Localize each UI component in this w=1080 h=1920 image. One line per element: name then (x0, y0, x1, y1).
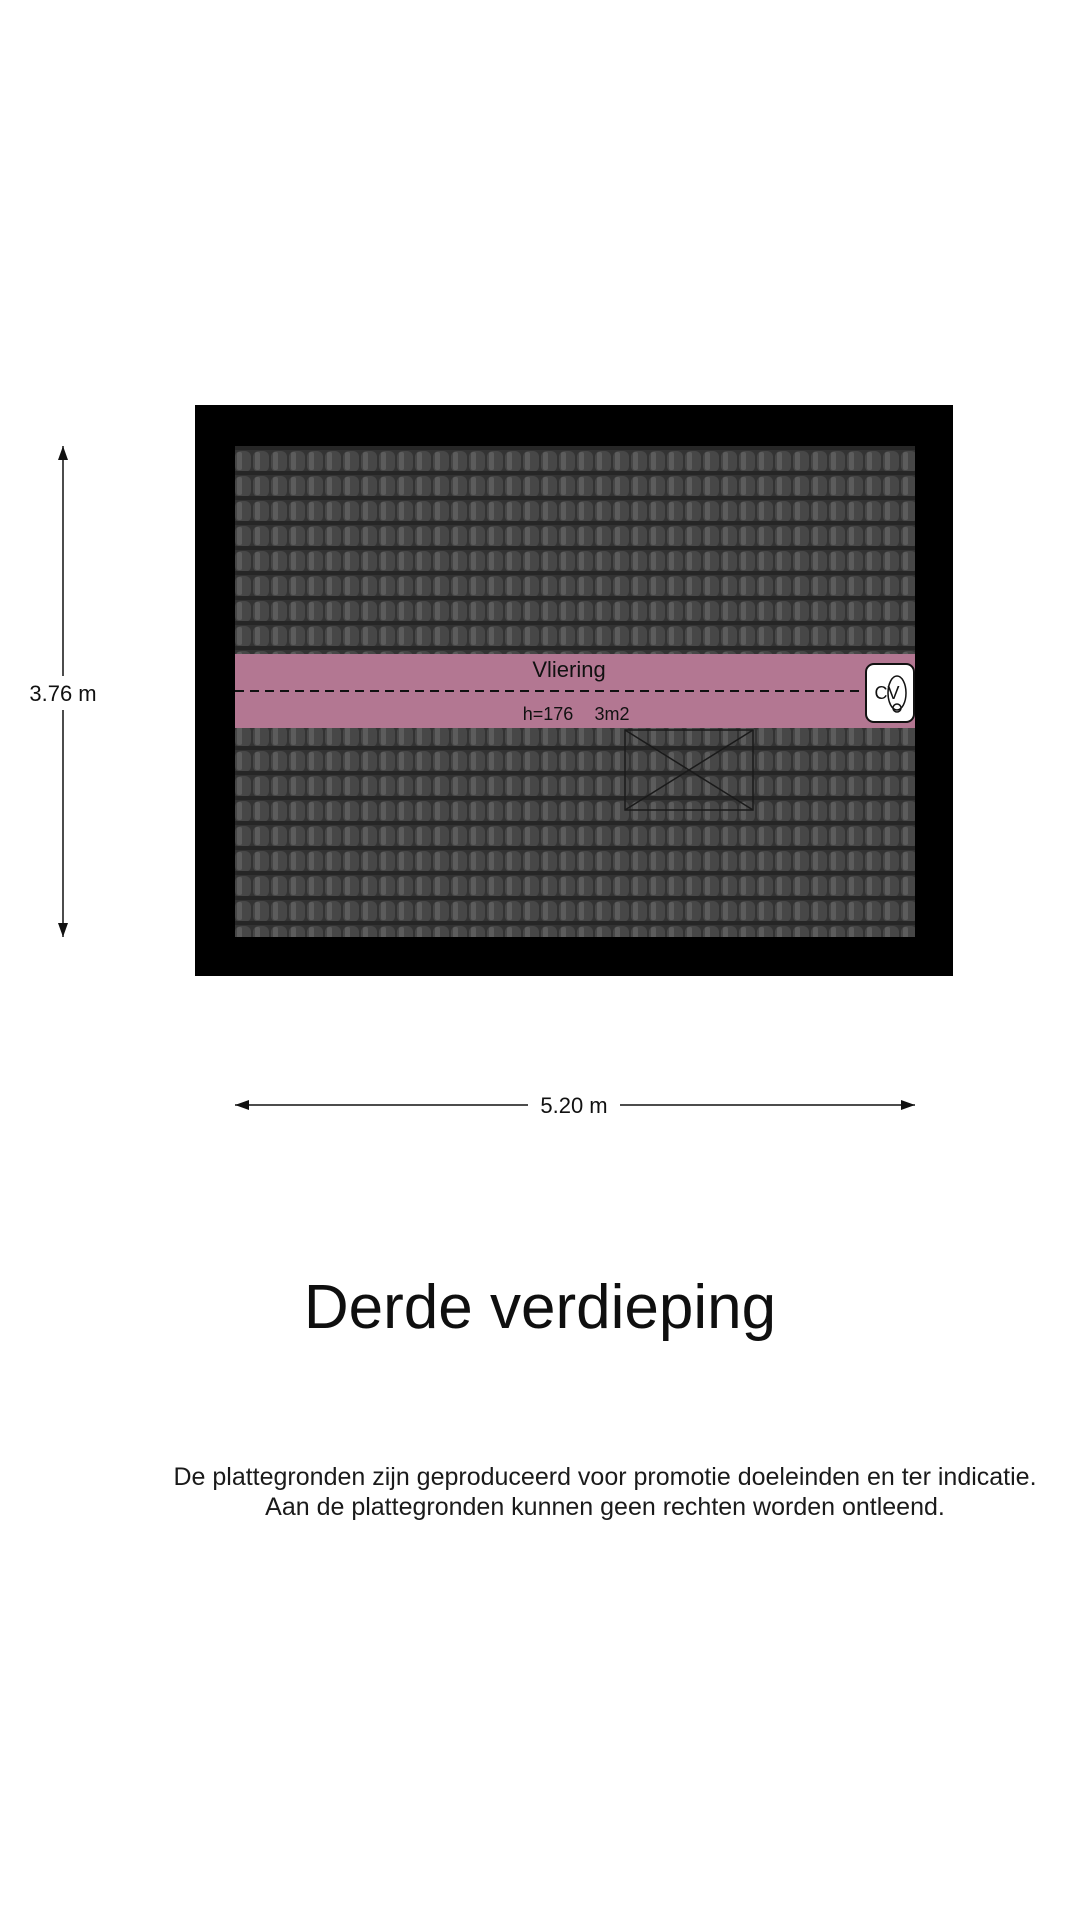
floor-title: Derde verdieping (303, 1273, 777, 1342)
disclaimer-line-1: De plattegronden zijn geproduceerd voor promotie doeleinden en ter indicatie. (173, 1463, 1037, 1491)
disclaimer (90, 1462, 1080, 1522)
room-area: 3m2 (594, 704, 630, 724)
cv-boiler-icon (866, 664, 914, 722)
width-dimension (235, 1090, 915, 1122)
disclaimer-line-2: Aan de plattegronden kunnen geen rechten worden ontleend. (265, 1493, 945, 1521)
room-name: Vliering (532, 657, 606, 682)
width-label: 5.20 m (540, 1093, 608, 1118)
height-dimension (18, 446, 108, 937)
cv-label: CV (874, 683, 900, 703)
height-label: 3.76 m (29, 681, 97, 706)
room-height-note: h=176 (522, 704, 574, 724)
